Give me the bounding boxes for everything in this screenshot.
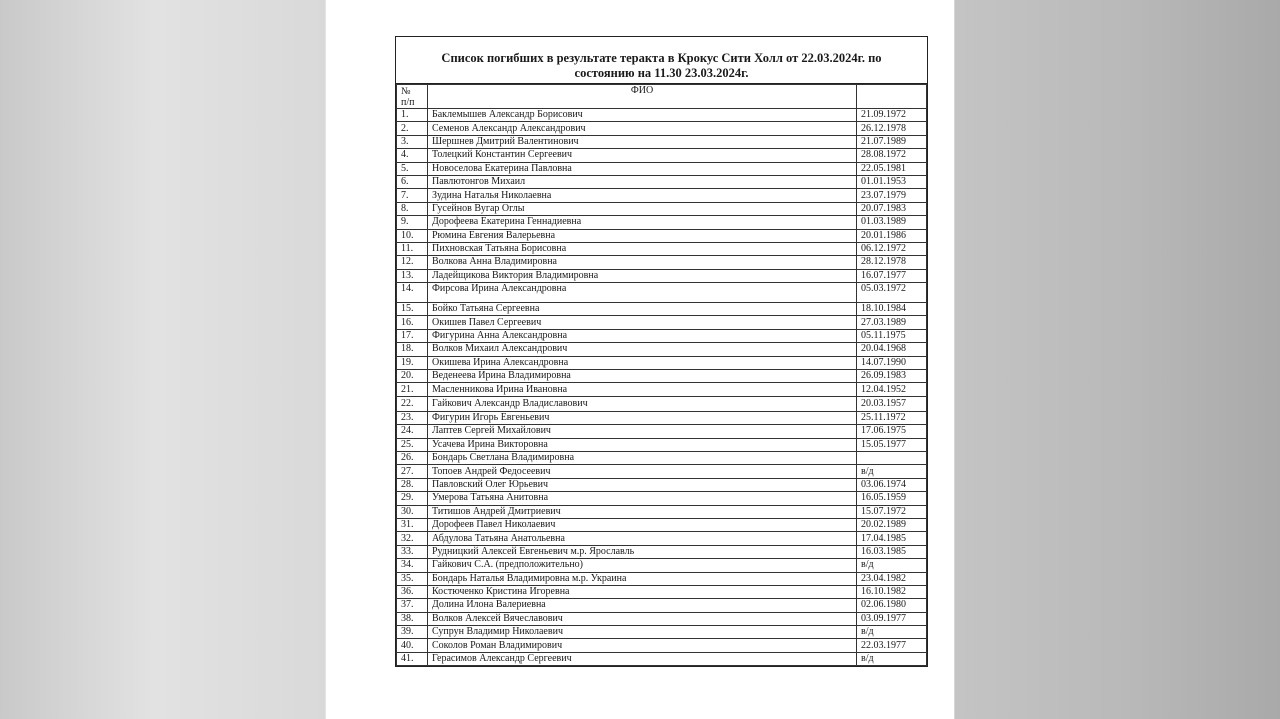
table-row [397,425,927,438]
table-row [397,343,927,356]
table-row [397,478,927,491]
table-body [397,109,927,666]
row-number: 39. [397,626,428,639]
table-row [397,149,927,162]
table-row [397,451,927,464]
victims-table [396,84,927,666]
row-number: 14. [397,283,428,303]
row-date: 27.03.1989 [857,316,927,329]
row-name: Фигурина Анна Александровна [428,329,857,342]
row-number: 25. [397,438,428,451]
table-row [397,532,927,545]
header-name: ФИО [428,85,857,109]
row-date: 25.11.1972 [857,411,927,424]
row-date: 20.07.1983 [857,202,927,215]
row-date: в/д [857,559,927,572]
table-header-row [397,85,927,109]
table-row [397,626,927,639]
row-date: 05.03.1972 [857,283,927,303]
row-name: Новоселова Екатерина Павловна [428,162,857,175]
row-name: Дорофеева Екатерина Геннадиевна [428,216,857,229]
row-name: Семенов Александр Александрович [428,122,857,135]
table-row [397,109,927,122]
row-number: 35. [397,572,428,585]
row-name: Дорофеев Павел Николаевич [428,518,857,531]
row-number: 29. [397,492,428,505]
row-name: Веденеева Ирина Владимировна [428,370,857,383]
row-date: 16.10.1982 [857,585,927,598]
table-row [397,612,927,625]
row-date: 28.12.1978 [857,256,927,269]
table-row [397,599,927,612]
row-number: 3. [397,135,428,148]
row-number: 4. [397,149,428,162]
row-name: Толецкий Константин Сергеевич [428,149,857,162]
row-name: Павлютонгов Михаил [428,175,857,188]
row-name: Лаптев Сергей Михайлович [428,425,857,438]
table-row [397,356,927,369]
document-page [326,0,954,719]
row-number: 41. [397,652,428,665]
row-number: 13. [397,269,428,282]
table-row [397,383,927,396]
row-date: 21.09.1972 [857,109,927,122]
row-date: 26.09.1983 [857,370,927,383]
row-name: Пихновская Татьяна Борисовна [428,242,857,255]
table-row [397,175,927,188]
row-date: 16.07.1977 [857,269,927,282]
row-number: 33. [397,545,428,558]
row-name: Гусейнов Вугар Оглы [428,202,857,215]
row-number: 34. [397,559,428,572]
row-number: 1. [397,109,428,122]
row-number: 38. [397,612,428,625]
row-number: 40. [397,639,428,652]
row-name: Зудина Наталья Николаевна [428,189,857,202]
row-name: Павловский Олег Юрьевич [428,478,857,491]
row-name: Окишев Павел Сергеевич [428,316,857,329]
row-number: 36. [397,585,428,598]
row-name: Масленникова Ирина Ивановна [428,383,857,396]
table-row [397,316,927,329]
table-row [397,559,927,572]
row-date: 23.04.1982 [857,572,927,585]
row-number: 28. [397,478,428,491]
row-date: 12.04.1952 [857,383,927,396]
table-row [397,162,927,175]
row-name: Герасимов Александр Сергеевич [428,652,857,665]
row-number: 24. [397,425,428,438]
row-number: 11. [397,242,428,255]
title-line-1: Список погибших в результате теракта в Крокус Сити Холл от 22.03.2024г. по [441,51,882,65]
row-date: 01.03.1989 [857,216,927,229]
row-number: 2. [397,122,428,135]
row-date: 05.11.1975 [857,329,927,342]
row-name: Шершнев Дмитрий Валентинович [428,135,857,148]
row-date: 20.02.1989 [857,518,927,531]
row-name: Соколов Роман Владимирович [428,639,857,652]
row-number: 7. [397,189,428,202]
row-date: 28.08.1972 [857,149,927,162]
row-date: 17.04.1985 [857,532,927,545]
row-date: 14.07.1990 [857,356,927,369]
row-number: 30. [397,505,428,518]
row-name: Волков Михаил Александрович [428,343,857,356]
title-line-2: состоянию на 11.30 23.03.2024г. [574,66,749,80]
row-name: Ладейщикова Виктория Владимировна [428,269,857,282]
row-date: 20.03.1957 [857,396,927,411]
row-name: Фирсова Ирина Александровна [428,283,857,303]
row-date: в/д [857,626,927,639]
row-number: 12. [397,256,428,269]
row-date [857,451,927,464]
row-name: Рудницкий Алексей Евгеньевич м.р. Ярославль [428,545,857,558]
row-number: 19. [397,356,428,369]
document-title [396,37,927,84]
table-row [397,505,927,518]
row-name: Баклемышев Александр Борисович [428,109,857,122]
header-date [857,85,927,109]
row-date: 18.10.1984 [857,303,927,316]
row-date: 15.07.1972 [857,505,927,518]
row-number: 31. [397,518,428,531]
table-row [397,189,927,202]
row-number: 15. [397,303,428,316]
row-name: Титишов Андрей Дмитриевич [428,505,857,518]
table-row [397,242,927,255]
row-date: 06.12.1972 [857,242,927,255]
row-number: 8. [397,202,428,215]
table-row [397,135,927,148]
victims-list-document [395,36,928,667]
row-date: 17.06.1975 [857,425,927,438]
row-name: Усачева Ирина Викторовна [428,438,857,451]
row-name: Умерова Татьяна Анитовна [428,492,857,505]
table-row [397,229,927,242]
row-name: Волкова Анна Владимировна [428,256,857,269]
row-number: 10. [397,229,428,242]
row-name: Супрун Владимир Николаевич [428,626,857,639]
table-row [397,202,927,215]
table-row [397,256,927,269]
table-row [397,585,927,598]
row-number: 23. [397,411,428,424]
row-date: 03.06.1974 [857,478,927,491]
table-row [397,396,927,411]
row-name: Фигурин Игорь Евгеньевич [428,411,857,424]
table-row [397,639,927,652]
row-date: 21.07.1989 [857,135,927,148]
row-date: 22.03.1977 [857,639,927,652]
row-number: 32. [397,532,428,545]
row-name: Окишева Ирина Александровна [428,356,857,369]
row-number: 21. [397,383,428,396]
row-name: Бондарь Светлана Владимировна [428,451,857,464]
row-name: Волков Алексей Вячеславович [428,612,857,625]
row-date: 23.07.1979 [857,189,927,202]
table-row [397,545,927,558]
row-number: 27. [397,465,428,478]
row-number: 18. [397,343,428,356]
row-name: Топоев Андрей Федосеевич [428,465,857,478]
row-name: Абдулова Татьяна Анатольевна [428,532,857,545]
row-date: в/д [857,465,927,478]
row-number: 26. [397,451,428,464]
row-name: Гайкович С.А. (предположительно) [428,559,857,572]
header-number: № п/п [397,85,428,109]
row-number: 16. [397,316,428,329]
table-row [397,269,927,282]
row-number: 5. [397,162,428,175]
row-date: 16.05.1959 [857,492,927,505]
table-row [397,370,927,383]
table-row [397,329,927,342]
table-row [397,303,927,316]
table-row [397,518,927,531]
table-row [397,122,927,135]
row-date: 03.09.1977 [857,612,927,625]
row-date: 26.12.1978 [857,122,927,135]
table-row [397,411,927,424]
row-date: 02.06.1980 [857,599,927,612]
table-row [397,492,927,505]
row-name: Костюченко Кристина Игоревна [428,585,857,598]
table-row [397,572,927,585]
row-number: 37. [397,599,428,612]
row-date: 20.01.1986 [857,229,927,242]
row-number: 6. [397,175,428,188]
row-number: 17. [397,329,428,342]
row-date: 16.03.1985 [857,545,927,558]
row-name: Бондарь Наталья Владимировна м.р. Украина [428,572,857,585]
table-row [397,652,927,665]
row-date: 15.05.1977 [857,438,927,451]
row-date: 01.01.1953 [857,175,927,188]
row-date: в/д [857,652,927,665]
table-row [397,216,927,229]
row-number: 22. [397,396,428,411]
row-name: Долина Илона Валериевна [428,599,857,612]
row-name: Гайкович Александр Владиславович [428,396,857,411]
row-name: Бойко Татьяна Сергеевна [428,303,857,316]
row-name: Рюмина Евгения Валерьевна [428,229,857,242]
row-date: 22.05.1981 [857,162,927,175]
table-row [397,283,927,303]
table-row [397,438,927,451]
row-date: 20.04.1968 [857,343,927,356]
row-number: 20. [397,370,428,383]
table-row [397,465,927,478]
row-number: 9. [397,216,428,229]
